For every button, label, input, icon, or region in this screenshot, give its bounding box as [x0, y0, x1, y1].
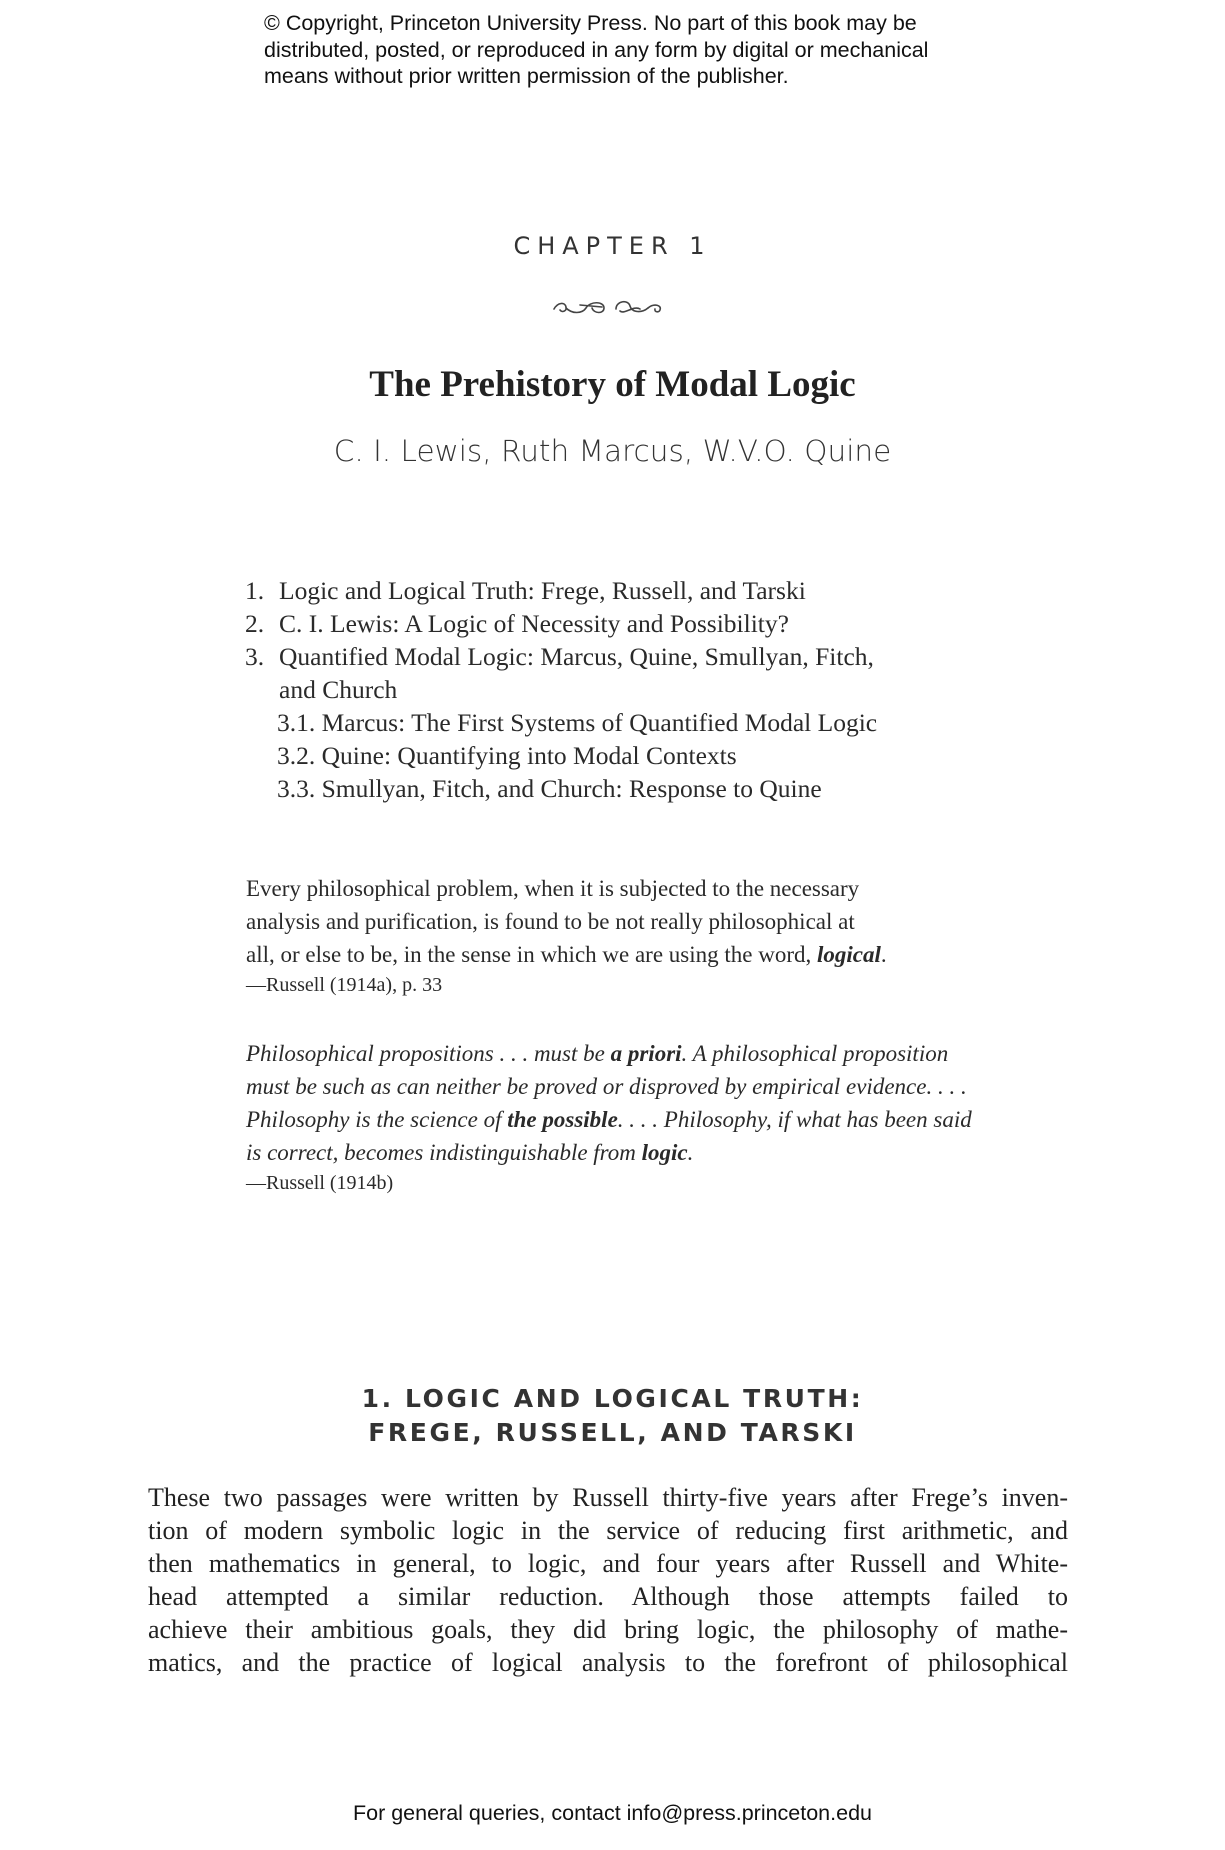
- epigraph-line: [246, 1136, 1006, 1169]
- epigraph-text: is correct, becomes indistinguishable from: [246, 1140, 642, 1165]
- body-paragraph: [148, 1481, 1068, 1679]
- copyright-line: distributed, posted, or reproduced in any form by digital or mechanical: [264, 37, 929, 62]
- section-heading: [0, 1382, 1225, 1450]
- toc-subitem: 3.3. Smullyan, Fitch, and Church: Response to Quine: [277, 774, 822, 803]
- body-line: tion of modern symbolic logic in the service of reducing first arithmetic, and: [148, 1516, 1068, 1545]
- toc-item: [245, 607, 1005, 640]
- toc-item-number: 2.: [245, 609, 265, 638]
- epigraph-attribution: —Russell (1914a), p. 33: [246, 974, 443, 996]
- epigraph-line: [246, 938, 1006, 971]
- epigraph-emphasis: logical: [817, 942, 881, 967]
- epigraph-russell-1914a: [246, 872, 1006, 999]
- epigraph-text: all, or else to be, in the sense in which we are using the word,: [246, 942, 818, 967]
- toc-item-continuation: and Church: [279, 675, 398, 704]
- body-line: then mathematics in general, to logic, and four years after Russell and White-: [148, 1549, 1068, 1578]
- toc-item-text: Logic and Logical Truth: Frege, Russell, and Tarski: [279, 576, 806, 605]
- toc-subitem: 3.1. Marcus: The First Systems of Quantified Modal Logic: [277, 708, 878, 737]
- footer-contact: For general queries, contact info@press.princeton.edu: [352, 1801, 872, 1825]
- epigraph-emphasis: the possible: [507, 1107, 618, 1132]
- epigraph-russell-1914b: [246, 1037, 1006, 1197]
- section-heading-line: 1. LOGIC AND LOGICAL TRUTH:: [361, 1384, 864, 1413]
- epigraph-text: Philosophical propositions . . . must be: [246, 1041, 611, 1066]
- chapter-contents: [245, 574, 1005, 805]
- section-heading-line: FREGE, RUSSELL, AND TARSKI: [368, 1418, 857, 1447]
- toc-item-text: Quantified Modal Logic: Marcus, Quine, Smullyan, Fitch,: [279, 642, 874, 671]
- chapter-subtitle: C. I. Lewis, Ruth Marcus, W.V.O. Quine: [333, 434, 892, 468]
- copyright-notice: [264, 10, 984, 90]
- epigraph-line: Every philosophical problem, when it is subjected to the necessary: [246, 876, 860, 901]
- epigraph-text: . A philosophical proposition: [681, 1041, 949, 1066]
- toc-subitem: 3.2. Quine: Quantifying into Modal Contexts: [277, 741, 737, 770]
- body-line: matics, and the practice of logical analysis to the forefront of philosophical: [148, 1648, 1068, 1677]
- toc-item-number: 3.: [245, 642, 265, 671]
- flourish-ornament-icon: [550, 293, 670, 323]
- epigraph-text: Philosophy is the science of: [246, 1107, 508, 1132]
- body-line: These two passages were written by Russell thirty-five years after Frege’s inven-: [148, 1483, 1068, 1512]
- epigraph-emphasis: logic: [641, 1140, 688, 1165]
- toc-item: [245, 574, 1005, 607]
- toc-item-text: C. I. Lewis: A Logic of Necessity and Possibility?: [279, 609, 789, 638]
- epigraph-line: [246, 1103, 1006, 1136]
- copyright-line: © Copyright, Princeton University Press. No part of this book may be: [264, 11, 917, 35]
- chapter-title: The Prehistory of Modal Logic: [369, 364, 856, 405]
- toc-item-number: 1.: [245, 576, 265, 605]
- epigraph-emphasis: a priori: [610, 1041, 682, 1066]
- copyright-line: means without prior written permission of the publisher.: [264, 64, 789, 88]
- epigraph-attribution: —Russell (1914b): [246, 1172, 394, 1194]
- toc-item: [245, 640, 1005, 673]
- epigraph-line: [246, 1037, 1006, 1070]
- epigraph-text: . . . . Philosophy, if what has been said: [617, 1107, 972, 1132]
- epigraph-line: must be such as can neither be proved or disproved by empirical evidence. . . .: [246, 1074, 967, 1099]
- epigraph-text: .: [880, 942, 887, 967]
- epigraph-text: .: [687, 1140, 694, 1165]
- body-line: achieve their ambitious goals, they did bring logic, the philosophy of mathe-: [148, 1615, 1068, 1644]
- chapter-label: CHAPTER 1: [513, 232, 712, 260]
- body-line: head attempted a similar reduction. Although those attempts failed to: [148, 1582, 1068, 1611]
- epigraph-line: analysis and purification, is found to be not really philosophical at: [246, 909, 855, 934]
